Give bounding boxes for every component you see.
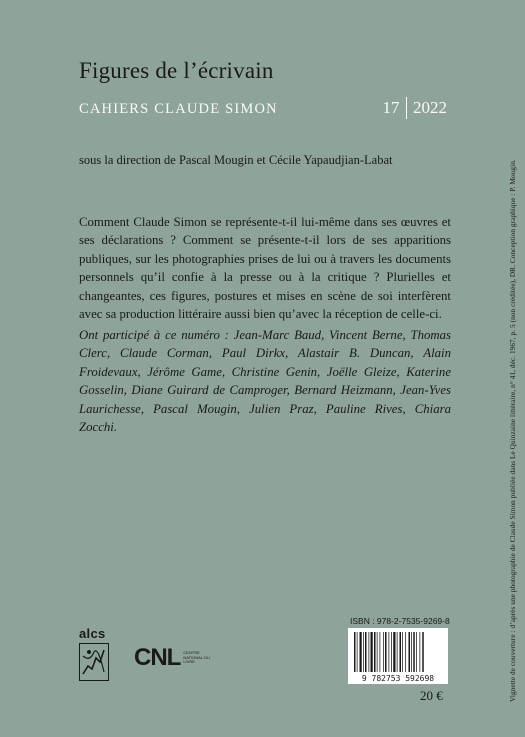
- barcode-bar: [363, 632, 364, 672]
- issue-info: [383, 97, 448, 119]
- barcode-bar: [389, 632, 390, 672]
- blurb-paragraph: Comment Claude Simon se représente-t-il lui-même dans ses œuvres et ses déclarations ? Comment se présente-t-il lors de ses apparitions publiques, sur les photographies prises de lui ou à travers les documents personnels qu’il confie à la presse ou à la critique ? Plurielles et changeantes, ces figures, postures et mises en scène de soi interfèrent avec sa production littéraire aussi bien qu’avec la réception de celle-ci.: [79, 215, 451, 322]
- barcode-bar: [416, 632, 417, 672]
- alcs-logo: [79, 626, 115, 681]
- barcode-digits: 9 782753 592698: [361, 674, 435, 683]
- barcode-bar: [405, 632, 406, 672]
- barcode: [348, 628, 448, 684]
- isbn-label: ISBN : 978-2-7535-9269-8: [350, 616, 450, 626]
- cnl-logo: [134, 644, 211, 672]
- barcode-bar: [400, 632, 402, 672]
- barcode-bar: [369, 632, 370, 672]
- barcode-bar: [385, 632, 387, 672]
- cnl-logo-subtitle: CENTRE NATIONAL DU LIVRE: [183, 650, 210, 665]
- barcode-bar: [354, 632, 356, 672]
- cnl-logo-text: CNL: [134, 644, 181, 671]
- barcode-bar: [357, 632, 358, 672]
- editors-line: sous la direction de Pascal Mougin et Cécile Yapaudjian-Labat: [79, 153, 393, 167]
- barcode-bar: [377, 632, 378, 672]
- barcode-bar: [413, 632, 415, 672]
- barcode-bar: [391, 632, 392, 672]
- barcode-bar: [411, 632, 412, 672]
- issue-divider: [406, 97, 408, 119]
- cover-credit: Vignette de couverture : d’après une photographie de Claude Simon publiée dans Le Quinzaine littéraire, n° 41, déc. 1967, p. 5 (non créditée), DR. Conception graphique : P. Mougin.: [509, 159, 517, 702]
- barcode-bar: [402, 632, 403, 672]
- barcode-bar: [409, 632, 411, 672]
- issue-number: 17: [382, 98, 400, 117]
- barcode-bar: [393, 632, 395, 672]
- alcs-logo-text: alcs: [79, 626, 106, 641]
- alcs-emblem-icon: [79, 643, 109, 681]
- barcode-bar: [371, 632, 373, 672]
- price: 20 €: [420, 688, 443, 703]
- barcode-bar: [374, 632, 376, 672]
- barcode-bar: [365, 632, 367, 672]
- barcode-bar: [360, 632, 362, 672]
- barcode-bar: [397, 632, 398, 672]
- barcode-bar: [383, 632, 384, 672]
- barcode-bar: [380, 632, 381, 672]
- series-name: CAHIERS CLAUDE SIMON: [79, 101, 278, 117]
- barcode-bar: [420, 632, 421, 672]
- barcode-bar: [422, 632, 424, 672]
- contributors-paragraph: Ont participé à ce numéro : Jean-Marc Baud, Vincent Berne, Thomas Clerc, Claude Corman, Paul Dirkx, Alastair B. Duncan, Alain Froidevaux, Jérôme Game, Christine Genin, Joëlle Gleize, Katerine Gosselin, Diane Guirard de Camproger, Bernard Heizmann, Jean-Yves Laurichesse, Pascal Mougin, Julien Praz, Pauline Rives, Chiara Zocchi.: [79, 328, 451, 435]
- cover-title: Figures de l’écrivain: [79, 58, 274, 83]
- issue-year: 2022: [413, 98, 447, 117]
